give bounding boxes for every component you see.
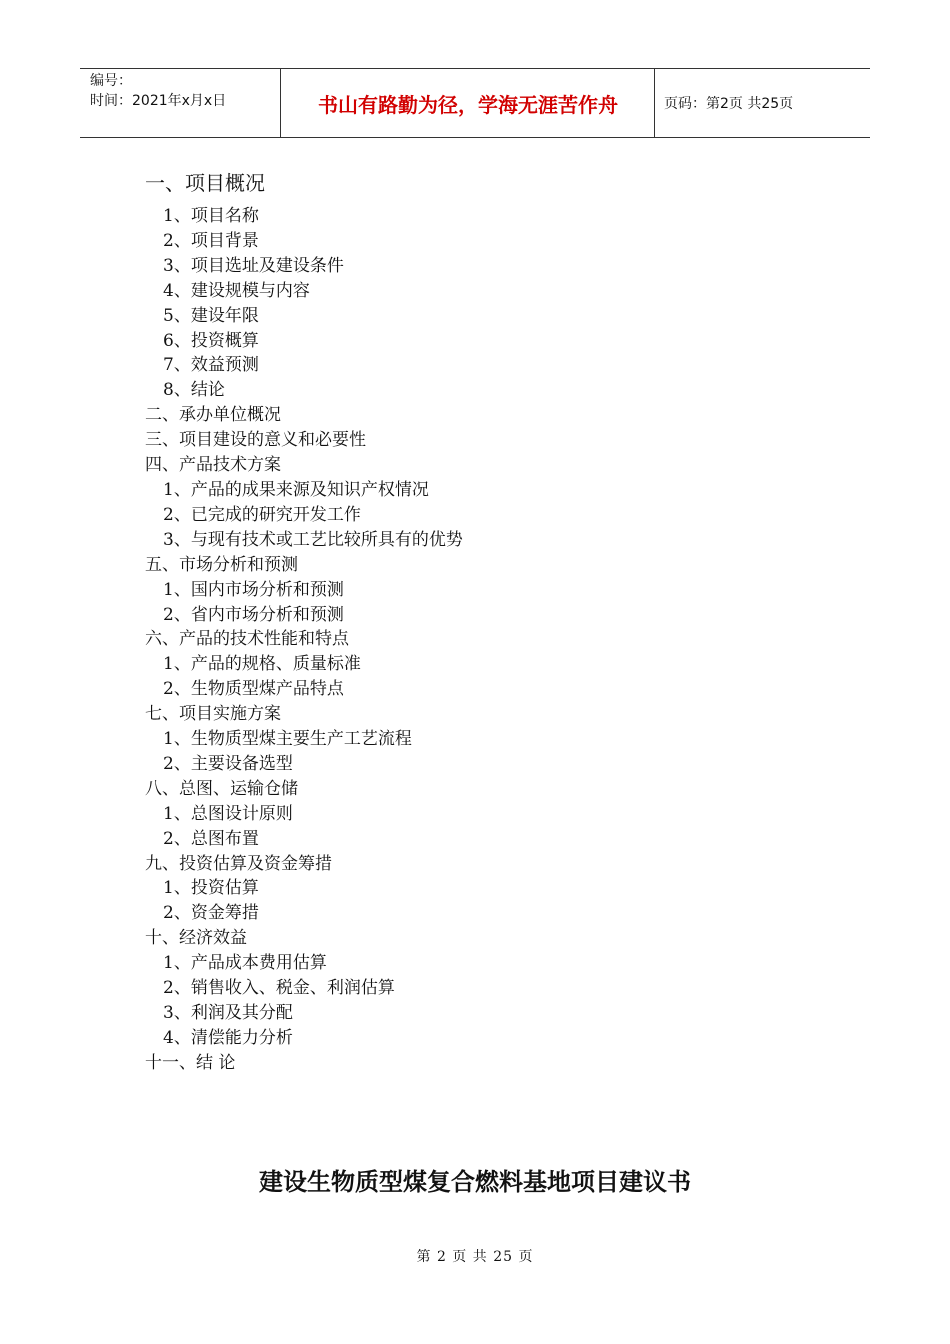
toc-subsection-item: 3、利润及其分配 [163,1003,293,1023]
toc-subsection-item: 1、生物质型煤主要生产工艺流程 [163,729,412,750]
table-of-contents [145,168,463,1076]
toc-section-item: 五、市场分析和预测 [145,554,298,575]
toc-section-item: 四、产品技术方案 [145,455,281,476]
toc-subsection-item: 3、与现有技术或工艺比较所具有的优势 [163,529,463,550]
header-page-info: 页码：第2页 共25页 [664,96,794,112]
toc-subsection-item: 7、效益预测 [163,355,259,376]
page-header [80,68,870,138]
toc-section-item: 六、产品的技术性能和特点 [145,629,349,650]
toc-subsection-item: 1、国内市场分析和预测 [163,579,344,600]
header-meta-cell [80,69,281,137]
toc-subsection-item: 2、销售收入、税金、利润估算 [163,978,395,999]
toc-subsection-item: 5、建设年限 [163,305,259,326]
toc-subsection-item: 1、产品的成果来源及知识产权情况 [163,479,429,500]
toc-subsection-item: 8、结论 [163,380,225,401]
toc-section-item: 十、经济效益 [145,928,247,949]
document-title: 建设生物质型煤复合燃料基地项目建议书 [259,1167,691,1196]
toc-subsection-item: 3、项目选址及建设条件 [163,255,344,276]
toc-subsection-item: 6、投资概算 [163,330,259,351]
toc-subsection-item: 2、省内市场分析和预测 [163,604,344,625]
toc-subsection-item: 4、清偿能力分析 [163,1027,293,1048]
page-footer: 第 2 页 共 25 页 [416,1249,534,1265]
header-motto: 书山有路勤为径，学海无涯苦作舟 [282,69,655,137]
toc-subsection-item: 2、项目背景 [163,230,259,251]
toc-subsection-item: 2、总图布置 [163,828,259,849]
toc-subsection-item: 1、产品成本费用估算 [163,953,327,974]
toc-subsection-item: 2、生物质型煤产品特点 [163,679,344,700]
toc-subsection-item: 1、投资估算 [163,878,259,899]
number-label: 编号： [90,73,132,89]
toc-section-item: 九、投资估算及资金筹措 [145,853,332,874]
toc-section-item: 七、项目实施方案 [145,704,281,725]
toc-subsection-item: 1、总图设计原则 [163,803,293,824]
time-label: 时间：2021年x月x日 [90,93,227,109]
toc-subsection-item: 2、资金筹措 [163,903,259,924]
toc-section-item: 三、项目建设的意义和必要性 [145,430,366,451]
toc-first-heading: 一、项目概况 [145,171,265,195]
toc-section-item: 二、承办单位概况 [145,405,281,426]
toc-subsection-item: 1、产品的规格、质量标准 [163,654,361,675]
toc-subsection-item: 4、建设规模与内容 [163,280,310,301]
toc-subsection-item: 1、项目名称 [163,206,259,226]
toc-subsection-item: 2、主要设备选型 [163,753,293,774]
toc-section-item: 十一、结 论 [145,1052,236,1073]
toc-section-item: 八、总图、运输仓储 [145,778,298,799]
toc-subsection-item: 2、已完成的研究开发工作 [163,504,361,525]
toc-list [145,204,463,1076]
